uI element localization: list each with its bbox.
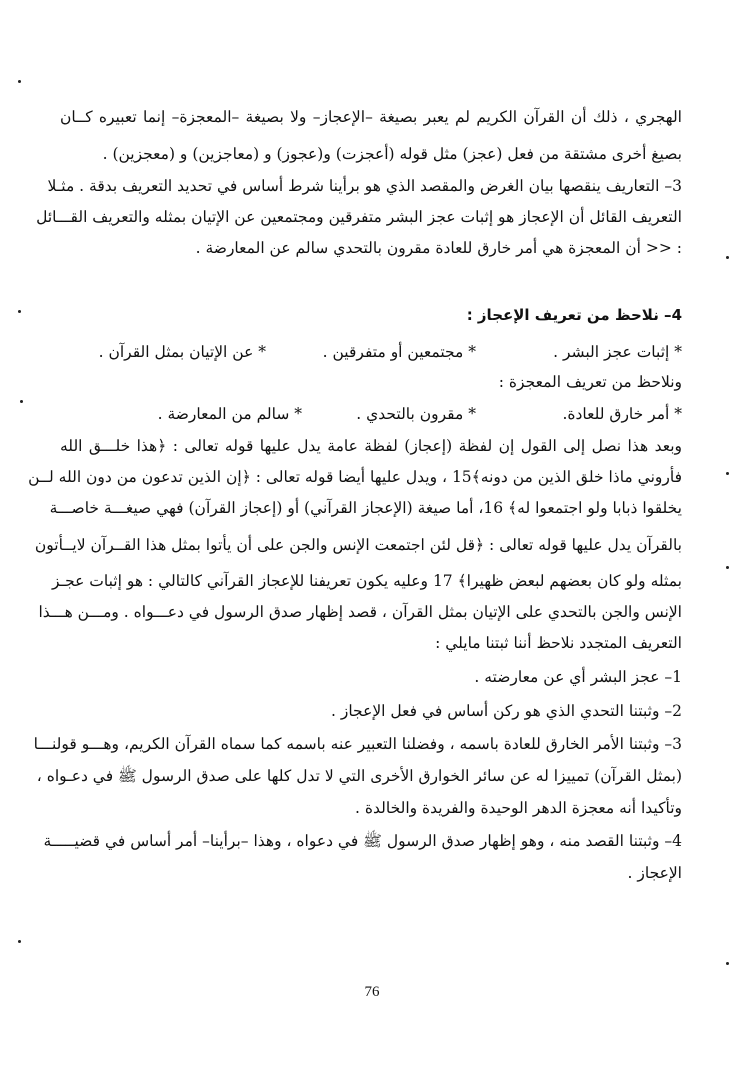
paragraph-line: وبعد هذا نصل إلى القول إن لفظة (إعجاز) لفظة عامة يدل عليها قوله تعالى : ﴿هذا خلـــق الله [60, 437, 682, 455]
paragraph-line: التعريف القائل أن الإعجاز هو إثبات عجز البشر متفرقين ومجتمعين عن الإتيان بمثله والتعريف القـــائل [36, 208, 682, 226]
paragraph-line: يخلقوا ذبابا ولو اجتمعوا له﴾ 16، أما صيغة (الإعجاز القرآني) أو (إعجاز القرآن) فهي صيغـــة خاصـــة [49, 499, 682, 517]
paragraph-line: : << أن المعجزة هي أمر خارق للعادة مقرون بالتحدي سالم عن المعارضة . [195, 239, 682, 257]
paragraph-line: الإنس والجن بالتحدي على الإتيان بمثل القرآن ، قصد إظهار صدق الرسول في دعـــواه . ومـــن هـــذا [38, 603, 682, 621]
scan-speck [20, 400, 23, 403]
scan-speck [18, 940, 21, 943]
paragraph-line: بمثله ولو كان بعضهم لبعض ظهيرا﴾ 17 وعليه يكون تعريفنا للإعجاز القرآني كالتالي : هو إثبات عجـز [52, 572, 682, 590]
scan-speck [726, 566, 729, 569]
scan-speck [726, 962, 729, 965]
page-number: 76 [364, 984, 380, 1000]
list-item: 3– وثبتنا الأمر الخارق للعادة باسمه ، وفضلنا التعبير عنه باسمه كما سماه القرآن الكريم، وهـــو قولنـــا [33, 735, 682, 753]
paragraph-line: فأروني ماذا خلق الذين من دونه﴾15 ، ويدل عليها أيضا قوله تعالى : ﴿إن الذين تدعون من دون الله لــن [28, 468, 682, 486]
bullet-item: * إثبات عجز البشر . [553, 343, 682, 361]
bullet-item: * أمر خارق للعادة. [562, 405, 682, 423]
bullet-item: * سالم من المعارضة . [157, 405, 302, 423]
scan-speck [726, 472, 729, 475]
paragraph-line: الهجري ، ذلك أن القرآن الكريم لم يعبر بصيغة –الإعجاز– ولا بصيغة –المعجزة– إنما تعبيره كــان [60, 108, 682, 126]
scan-speck [18, 80, 21, 83]
sub-heading: ونلاحظ من تعريف المعجزة : [498, 373, 682, 391]
bullet-item: * عن الإتيان بمثل القرآن . [98, 343, 266, 361]
list-item: 1– عجز البشر أي عن معارضته . [474, 668, 682, 686]
scan-speck [726, 256, 729, 259]
list-item: 4– وثبتنا القصد منه ، وهو إظهار صدق الرسول ﷺ في دعواه ، وهذا –برأينا– أمر أساس في قضيـــــة [43, 832, 682, 850]
paragraph-line: الإعجاز . [627, 864, 682, 882]
paragraph-line: التعريف المتجدد نلاحظ أننا ثبتنا مايلي : [435, 634, 682, 652]
section-heading: 4– نلاحظ من تعريف الإعجاز : [466, 306, 682, 324]
paragraph-line: بصيغ أخرى مشتقة من فعل (عجز) مثل قوله (أعجزت) و(عجوز) و (معاجزين) و (معجزين) . [102, 145, 682, 163]
list-item: 2– وثبتنا التحدي الذي هو ركن أساس في فعل الإعجاز . [331, 702, 682, 720]
paragraph-line: (بمثل القرآن) تمييزا له عن سائر الخوارق الأخرى التي لا تدل كلها على صدق الرسول ﷺ في دعـواه ، [36, 767, 682, 785]
bullet-item: * مقرون بالتحدي . [356, 405, 476, 423]
paragraph-line: بالقرآن يدل عليها قوله تعالى : ﴿قل لئن اجتمعت الإنس والجن على أن يأتوا بمثل هذا القــرآن لايــأتون [34, 536, 682, 554]
paragraph-line: وتأكيدا أنه معجزة الدهر الوحيدة والفريدة والخالدة . [355, 799, 682, 817]
scan-speck [18, 310, 21, 313]
bullet-item: * مجتمعين أو متفرقين . [322, 343, 476, 361]
paragraph-line: 3– التعاريف ينقصها بيان الغرض والمقصد الذي هو برأينا شرط أساس في تحديد التعريف بدقة . مثـلا [47, 177, 682, 195]
